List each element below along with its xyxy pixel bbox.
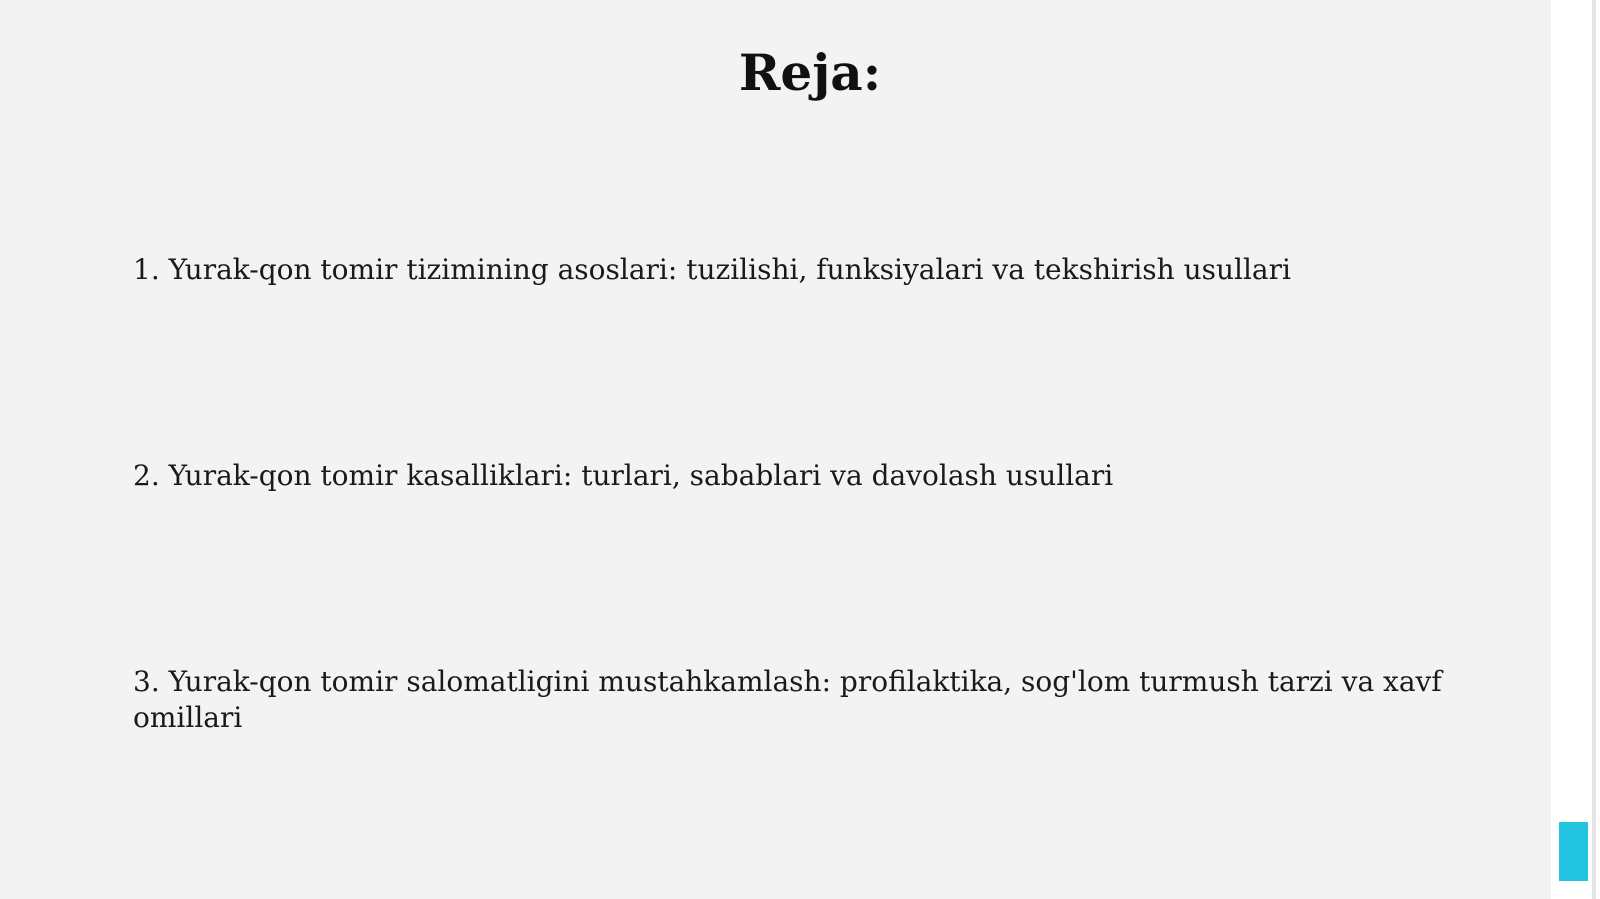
plan-item-2: 2. Yurak-qon tomir kasalliklari: turlari, sabablari va davolash usullari	[133, 459, 1114, 492]
plan-item-3: 3. Yurak-qon tomir salomatligini mustahkamlash: profilaktika, sog'lom turmush tarzi va xavf omillari	[133, 665, 1442, 734]
edge-divider	[1592, 0, 1596, 899]
slide-title: Reja:	[738, 43, 882, 102]
accent-bar	[1559, 822, 1588, 881]
plan-item-1: 1. Yurak-qon tomir tizimining asoslari: tuzilishi, funksiyalari va tekshirish usullari	[133, 253, 1291, 286]
